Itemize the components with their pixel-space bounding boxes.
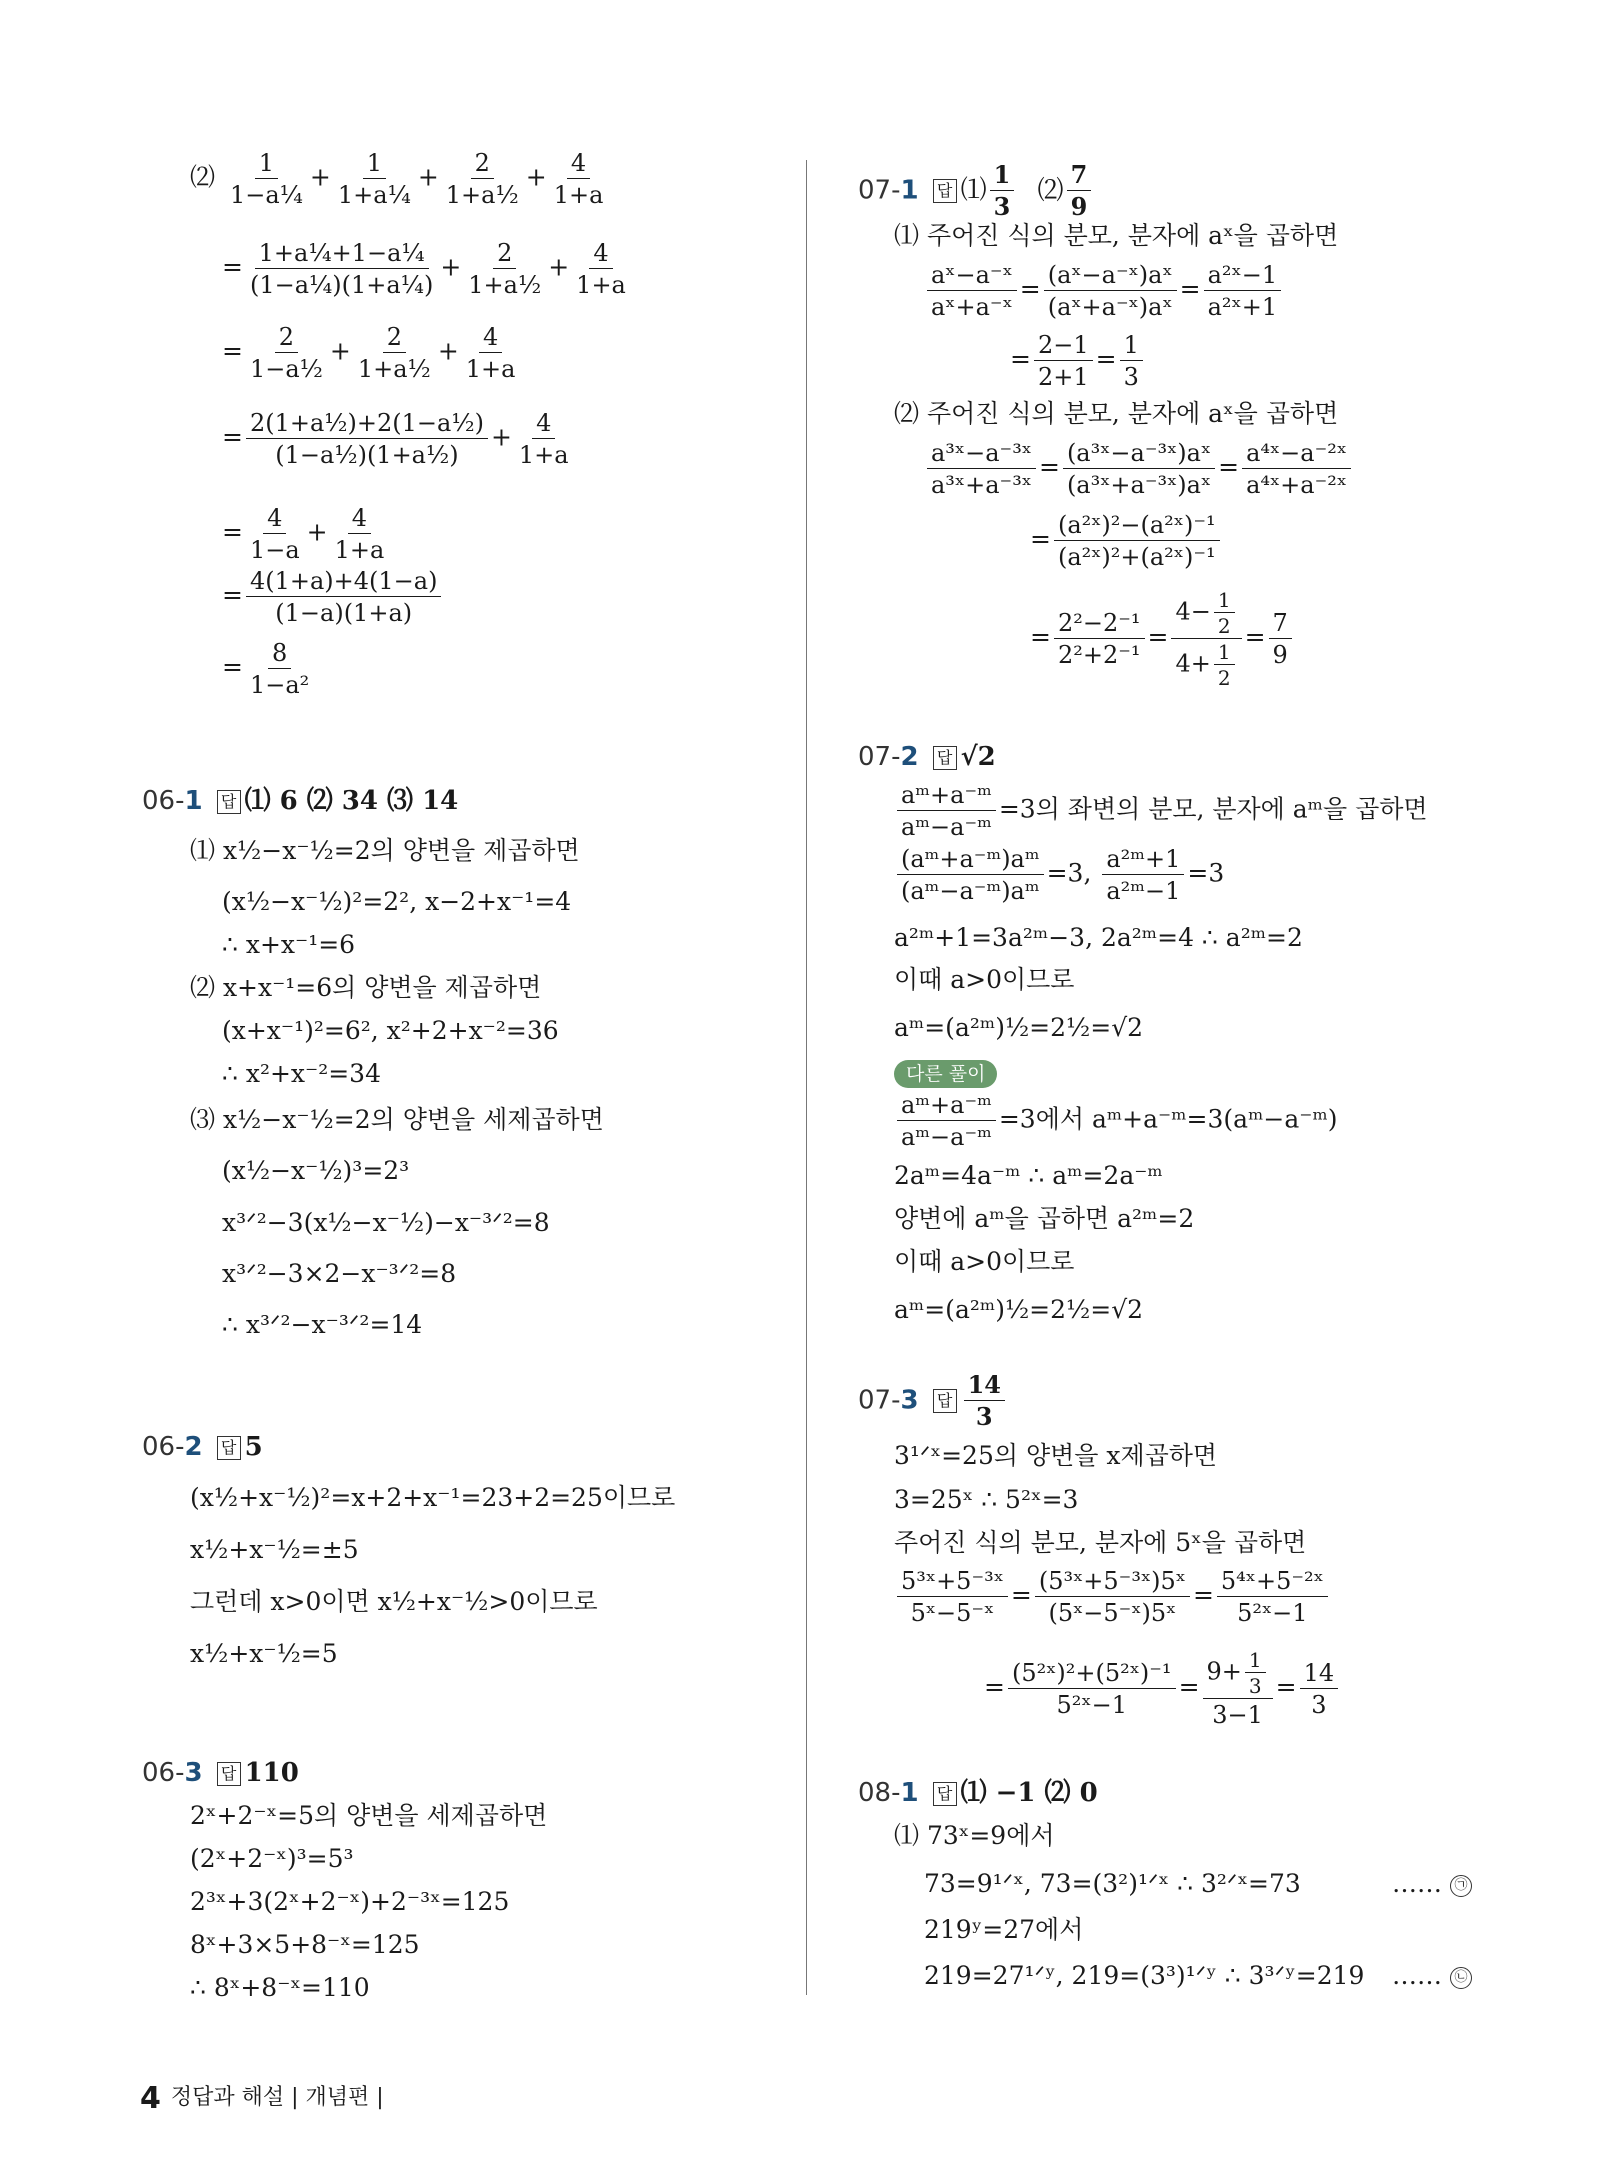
eq-07-3-a: $\frac{\text{5³ˣ+5⁻³ˣ}}{\text{5ˣ−5⁻ˣ}}$ = $\frac{\text{(5³ˣ+5⁻³ˣ)5ˣ}}{\text{(5ˣ−5⁻ˣ)5ˣ}}$ = $\frac{\text{5⁴ˣ+5⁻²ˣ}}{\text{5²ˣ−1}}$ <box>894 1568 1331 1626</box>
solution-line: ∴ x³ᐟ²−x⁻³ᐟ²=14 <box>222 1310 423 1339</box>
solution-line: (x½−x⁻½)²=2², x−2+x⁻¹=4 <box>222 887 572 916</box>
solution-line: ∴ x+x⁻¹=6 <box>222 930 356 959</box>
problem-number: 06-3 <box>142 1758 203 1788</box>
solution-line: (x½+x⁻½)²=x+2+x⁻¹=23+2=25이므로 <box>190 1483 676 1512</box>
problem-number: 06-1 <box>142 786 203 816</box>
answer-badge-icon: 답 <box>217 1436 241 1460</box>
solution-line: 219ʸ=27에서 <box>924 1915 1084 1944</box>
solution-line: 73=9¹ᐟˣ, 73=(3²)¹ᐟˣ ∴ 3²ᐟˣ=73 <box>924 1869 1301 1898</box>
eq-line-4: = $\frac{\text{2(1+a½)+2(1−a½)}}{\text{(1−a½)(1+a½)}}$ + $\frac{4}{1+a}$ <box>222 409 569 469</box>
solution-line: (x½−x⁻½)³=2³ <box>222 1156 410 1185</box>
solution-line: 주어진 식의 분모, 분자에 5ˣ을 곱하면 <box>894 1528 1307 1557</box>
answer-badge-icon: 답 <box>933 1389 957 1413</box>
solution-line: 그런데 x>0이면 x½+x⁻½>0이므로 <box>190 1587 598 1616</box>
item-label: ⑵ <box>190 162 216 192</box>
solution-line: aᵐ=(a²ᵐ)½=2½=√2 <box>894 1295 1144 1324</box>
eq-07-2-b: $\frac{\text{(aᵐ+a⁻ᵐ)aᵐ}}{\text{(aᵐ−a⁻ᵐ)aᵐ}}$ =3, $\frac{\text{a²ᵐ+1}}{\text{a²ᵐ−1}}$ =3 <box>894 846 1224 904</box>
footer-label: 정답과 해설 | 개념편 | <box>170 2085 384 2110</box>
eq-line-1: ⑵ $\frac{1}{\text{1−a¼}}$ + $\frac{1}{\text{1+a¼}}$ + $\frac{2}{\text{1+a½}}$ + $\frac{4}{1+a}$ <box>190 149 604 209</box>
answer-value: √2 <box>960 742 996 772</box>
eq-line-6: = $\frac{4(1+a)+4(1-a)}{(1-a)(1+a)}$ <box>222 568 444 626</box>
answer-label: ⑴ <box>960 175 987 206</box>
solution-line: 이때 a>0이므로 <box>894 965 1075 994</box>
eq-line-2: = $\frac{\text{1+a¼+1−a¼}}{\text{(1−a¼)(1+a¼)}}$ + $\frac{2}{\text{1+a½}}$ + $\frac{4}{1+a}$ <box>222 239 626 299</box>
circled-marker-icon: ㉡ <box>1450 1967 1472 1989</box>
solution-line: aᵐ=(a²ᵐ)½=2½=√2 <box>894 1013 1144 1042</box>
answer-value: 110 <box>244 1758 299 1788</box>
eq-07-1-c: $\frac{\text{a³ˣ−a⁻³ˣ}}{\text{a³ˣ+a⁻³ˣ}}$ = $\frac{\text{(a³ˣ−a⁻³ˣ)aˣ}}{\text{(a³ˣ+a⁻³ˣ)aˣ}}$ = $\frac{\text{a⁴ˣ−a⁻²ˣ}}{\text{a⁴ˣ+a⁻²ˣ}}$ <box>924 440 1354 498</box>
solution-line: 양변에 aᵐ을 곱하면 a²ᵐ=2 <box>894 1204 1195 1233</box>
circled-marker-icon: ㉠ <box>1450 1875 1472 1897</box>
problem-07-1-header: 07-1 답 ⑴ $\frac{1}{3}$ ⑵ $\frac{7}{9}$ <box>858 162 1094 220</box>
problem-number: 07-1 <box>858 175 919 206</box>
solution-line: 2ˣ+2⁻ˣ=5의 양변을 세제곱하면 <box>190 1801 548 1830</box>
solution-line: x³ᐟ²−3(x½−x⁻½)−x⁻³ᐟ²=8 <box>222 1208 550 1237</box>
eq-07-2-c: $\frac{\text{aᵐ+a⁻ᵐ}}{\text{aᵐ−a⁻ᵐ}}$ =3에서 aᵐ+a⁻ᵐ=3(aᵐ−a⁻ᵐ) <box>894 1092 1338 1150</box>
solution-line: 3¹ᐟˣ=25의 양변을 x제곱하면 <box>894 1441 1218 1470</box>
problem-number: 08-1 <box>858 1778 919 1808</box>
page-number: 4 <box>140 2080 161 2116</box>
equation-marker: …… ㉡ <box>1392 1960 1472 1992</box>
answer-badge-icon: 답 <box>933 1782 957 1806</box>
problem-07-3-header: 07-3 답 $\frac{14}{3}$ <box>858 1372 1008 1430</box>
alternative-solution-badge: 다른 풀이 <box>894 1060 997 1088</box>
eq-line-3: = $\frac{2}{\text{1−a½}}$ + $\frac{2}{\text{1+a½}}$ + $\frac{4}{1+a}$ <box>222 323 516 383</box>
column-divider <box>806 160 807 1995</box>
solution-line: x½+x⁻½=±5 <box>190 1535 359 1564</box>
page-footer <box>140 2080 384 2116</box>
solution-line: 3=25ˣ ∴ 5²ˣ=3 <box>894 1485 1079 1514</box>
problem-06-2-header <box>142 1430 263 1464</box>
problem-06-1-header <box>142 784 458 818</box>
solution-line: ⑴ 73ˣ=9에서 <box>894 1821 1055 1850</box>
solution-line: ⑶ x½−x⁻½=2의 양변을 세제곱하면 <box>190 1105 604 1134</box>
eq-07-2-a: $\frac{\text{aᵐ+a⁻ᵐ}}{\text{aᵐ−a⁻ᵐ}}$ =3의 좌변의 분모, 분자에 aᵐ을 곱하면 <box>894 782 1428 840</box>
eq-07-1-a: $\frac{\text{aˣ−a⁻ˣ}}{\text{aˣ+a⁻ˣ}}$ = $\frac{\text{(aˣ−a⁻ˣ)aˣ}}{\text{(aˣ+a⁻ˣ)aˣ}}$ = $\frac{\text{a²ˣ−1}}{\text{a²ˣ+1}}$ <box>924 262 1284 320</box>
problem-06-3-header <box>142 1756 299 1790</box>
solution-line: ⑴ x½−x⁻½=2의 양변을 제곱하면 <box>190 836 580 865</box>
answer-value: ⑴ −1 ⑵ 0 <box>960 1778 1098 1808</box>
solution-line: (2ˣ+2⁻ˣ)³=5³ <box>190 1844 354 1873</box>
solution-line: ∴ x²+x⁻²=34 <box>222 1059 381 1088</box>
problem-number: 07-2 <box>858 742 919 772</box>
problem-08-1-header <box>858 1776 1098 1810</box>
answer-badge-icon: 답 <box>933 179 957 203</box>
eq-07-1-e: = $\frac{\text{2²−2⁻¹}}{\text{2²+2⁻¹}}$ = 4− $\frac{1}{2}$ 4+ $\frac{1}{2}$ = $\frac{7}{9}$ <box>1030 590 1295 688</box>
answer-label: ⑵ <box>1037 175 1064 206</box>
answer-badge-icon: 답 <box>933 746 957 770</box>
solution-line: 8ˣ+3×5+8⁻ˣ=125 <box>190 1930 420 1959</box>
answer-value: ⑴ 6 ⑵ 34 ⑶ 14 <box>244 786 459 816</box>
solution-line: ⑵ 주어진 식의 분모, 분자에 aˣ을 곱하면 <box>894 399 1339 428</box>
answer-value: 5 <box>244 1432 263 1462</box>
solution-line: 2³ˣ+3(2ˣ+2⁻ˣ)+2⁻³ˣ=125 <box>190 1887 510 1916</box>
answer-badge-icon: 답 <box>217 790 241 814</box>
eq-line-7: = $\frac{8}{\text{1−a²}}$ <box>222 639 310 699</box>
eq-line-5: = $\frac{4}{1-a}$ + $\frac{4}{1+a}$ <box>222 504 385 564</box>
solution-line: 219=27¹ᐟʸ, 219=(3³)¹ᐟʸ ∴ 3³ᐟʸ=219 <box>924 1961 1365 1990</box>
problem-number: 06-2 <box>142 1432 203 1462</box>
solution-line: (x+x⁻¹)²=6², x²+2+x⁻²=36 <box>222 1016 559 1045</box>
answer-badge-icon: 답 <box>217 1762 241 1786</box>
eq-07-1-b: = $\frac{2-1}{2+1}$ = $\frac{1}{3}$ <box>1010 332 1146 390</box>
problem-07-2-header <box>858 740 996 774</box>
solution-line: ∴ 8ˣ+8⁻ˣ=110 <box>190 1973 370 2002</box>
solution-line: x³ᐟ²−3×2−x⁻³ᐟ²=8 <box>222 1259 457 1288</box>
solution-line: 2aᵐ=4a⁻ᵐ ∴ aᵐ=2a⁻ᵐ <box>894 1161 1163 1190</box>
problem-number: 07-3 <box>858 1385 919 1416</box>
eq-07-3-b: = $\frac{\text{(5²ˣ)²+(5²ˣ)⁻¹}}{\text{5²ˣ−1}}$ = 9+ $\frac{1}{3}$ 3−1 = $\frac{14}{3}$ <box>984 1650 1341 1728</box>
solution-line: 이때 a>0이므로 <box>894 1247 1075 1276</box>
equation-marker: …… ㉠ <box>1392 1868 1472 1900</box>
solution-line: a²ᵐ+1=3a²ᵐ−3, 2a²ᵐ=4 ∴ a²ᵐ=2 <box>894 923 1303 952</box>
solution-line: x½+x⁻½=5 <box>190 1639 338 1668</box>
solution-line: ⑵ x+x⁻¹=6의 양변을 제곱하면 <box>190 973 542 1002</box>
solution-line: ⑴ 주어진 식의 분모, 분자에 aˣ을 곱하면 <box>894 221 1339 250</box>
eq-07-1-d: = $\frac{\text{(a²ˣ)²−(a²ˣ)⁻¹}}{\text{(a²ˣ)²+(a²ˣ)⁻¹}}$ <box>1030 512 1223 570</box>
